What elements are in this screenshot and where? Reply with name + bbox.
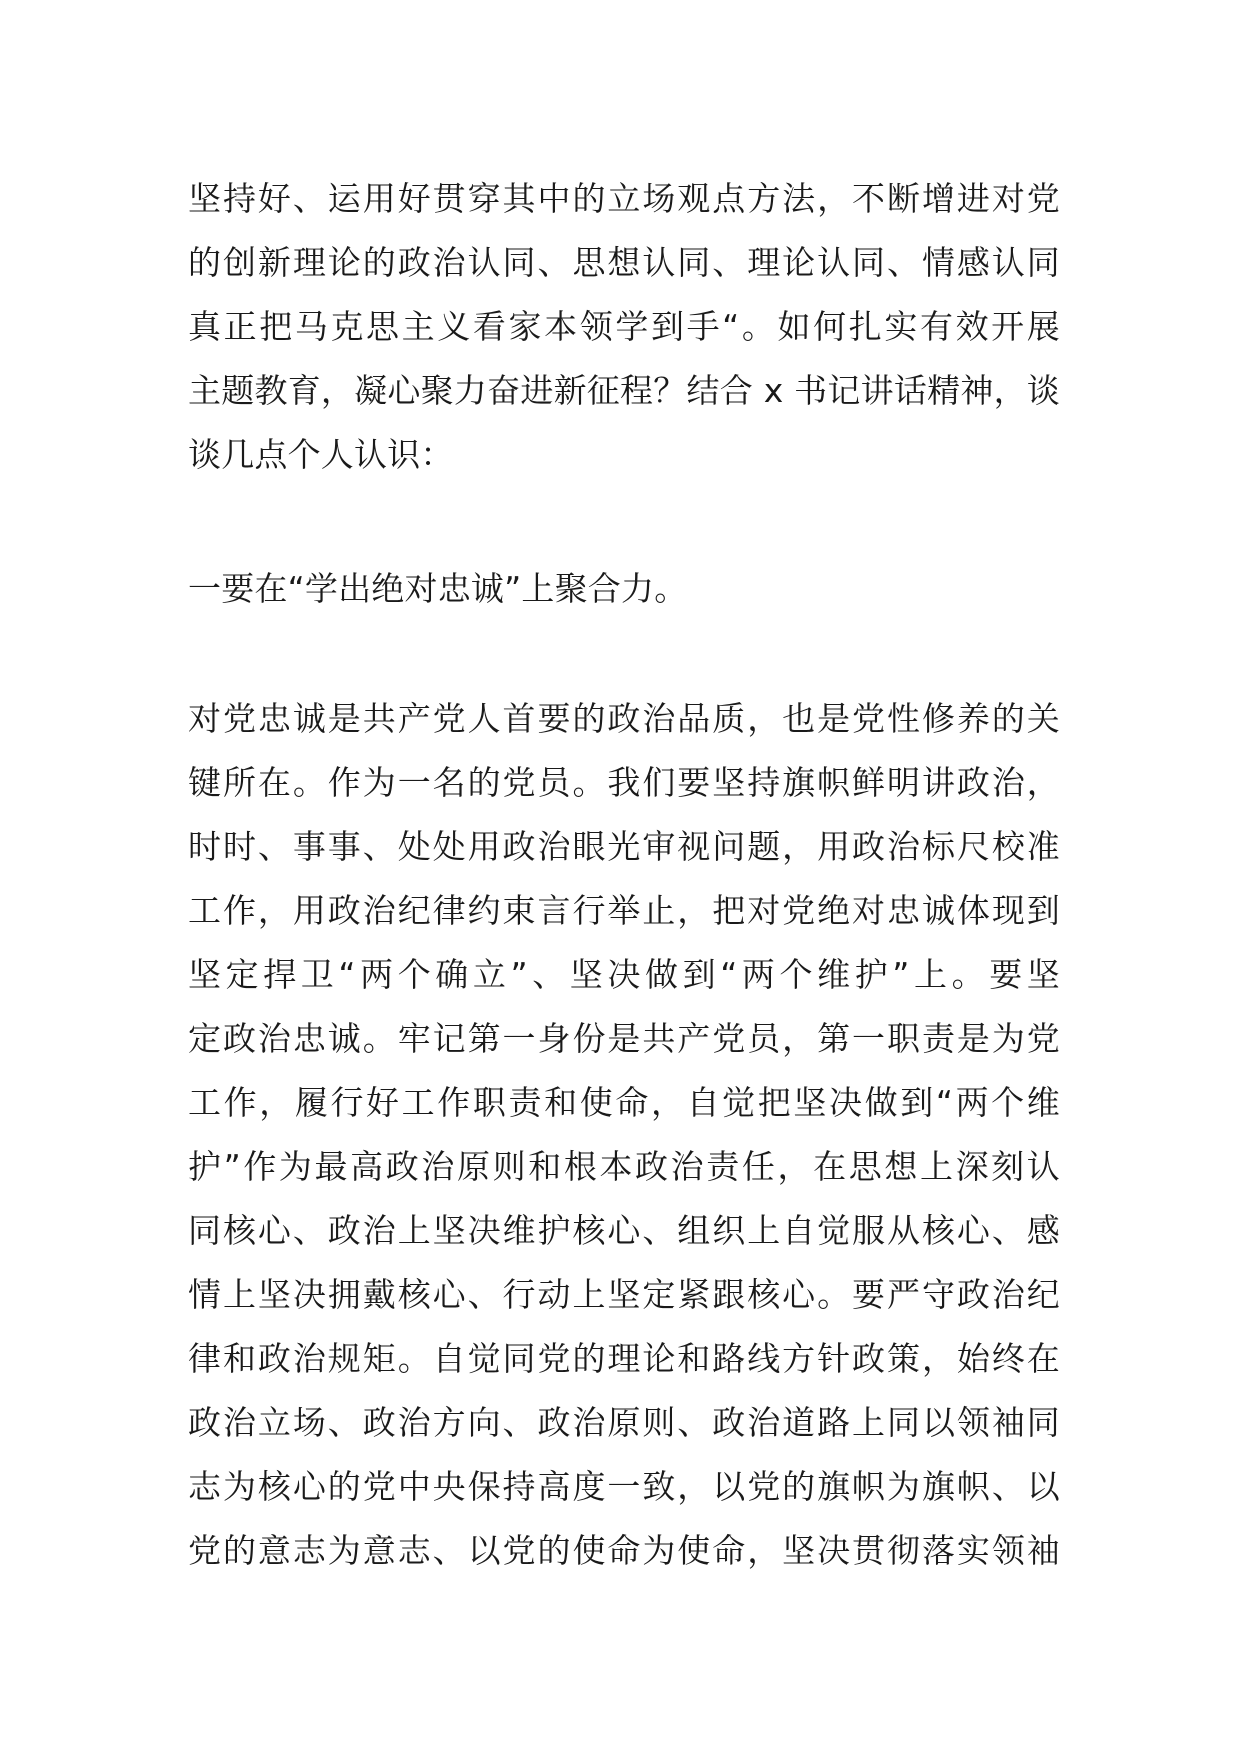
body-paragraph: [188, 687, 1060, 1583]
paragraph-line: 坚持好、运用好贯穿其中的立场观点方法，不断增进对党: [188, 179, 1060, 218]
paragraph-line: 护”作为最高政治原则和根本政治责任，在思想上深刻认: [188, 1147, 1060, 1186]
paragraph-line: 工作，履行好工作职责和使命，自觉把坚决做到“两个维: [188, 1083, 1060, 1122]
paragraph-line: 情上坚决拥戴核心、行动上坚定紧跟核心。要严守政治纪: [188, 1275, 1060, 1314]
paragraph-line: 的创新理论的政治认同、思想认同、理论认同、情感认同: [188, 243, 1060, 282]
paragraph-line: 政治立场、政治方向、政治原则、政治道路上同以领袖同: [188, 1403, 1060, 1442]
intro-paragraph: [188, 167, 1060, 487]
paragraph-line: 谈几点个人认识：: [188, 435, 454, 474]
section-heading-text: 一要在“学出绝对忠诚”上聚合力。: [188, 569, 688, 608]
paragraph-line: 对党忠诚是共产党人首要的政治品质，也是党性修养的关: [188, 699, 1060, 738]
paragraph-line: 党的意志为意志、以党的使命为使命，坚决贯彻落实领袖: [188, 1531, 1060, 1570]
paragraph-line: 志为核心的党中央保持高度一致，以党的旗帜为旗帜、以: [188, 1467, 1060, 1506]
paragraph-line: 真正把马克思主义看家本领学到手“。如何扎实有效开展: [188, 307, 1060, 346]
paragraph-line: 定政治忠诚。牢记第一身份是共产党员，第一职责是为党: [188, 1019, 1060, 1058]
paragraph-line: 键所在。作为一名的党员。我们要坚持旗帜鲜明讲政治，: [188, 763, 1060, 802]
paragraph-line: 工作，用政治纪律约束言行举止，把对党绝对忠诚体现到: [188, 891, 1060, 930]
paragraph-line: 坚定捍卫“两个确立”、坚决做到“两个维护”上。要坚: [188, 955, 1060, 994]
paragraph-line: 时时、事事、处处用政治眼光审视问题，用政治标尺校准: [188, 827, 1060, 866]
paragraph-line: 主题教育，凝心聚力奋进新征程？结合 x 书记讲话精神，谈: [188, 371, 1060, 410]
paragraph-line: 律和政治规矩。自觉同党的理论和路线方针政策，始终在: [188, 1339, 1060, 1378]
paragraph-line: 同核心、政治上坚决维护核心、组织上自觉服从核心、感: [188, 1211, 1060, 1250]
section-heading: [188, 557, 1060, 621]
